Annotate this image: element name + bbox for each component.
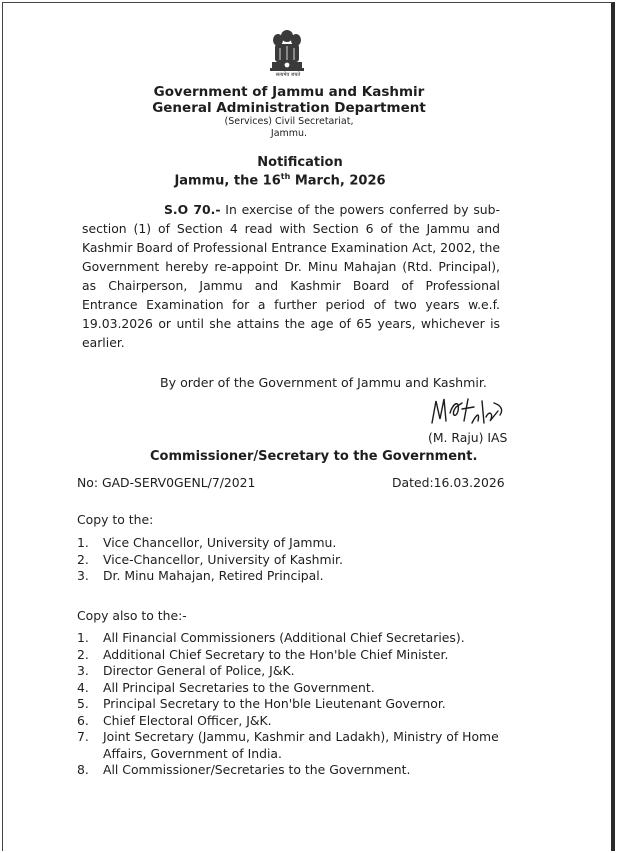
signature: [428, 393, 508, 429]
header-department: General Administration Department: [152, 100, 426, 116]
header-city: Jammu.: [270, 128, 308, 139]
order-line: By order of the Government of Jammu and Kashmir.: [160, 375, 487, 390]
list-item: 6. Chief Electoral Officer, J&K.: [77, 712, 272, 728]
list-item: 1. All Financial Commissioners (Additional Chief Secretaries).: [77, 630, 465, 645]
so-number: S.O 70.-: [164, 202, 221, 217]
list-item: 1. Vice Chancellor, University of Jammu.: [77, 535, 337, 550]
notification-title: Notification: [257, 155, 343, 170]
copy-to-heading: Copy to the:: [77, 512, 154, 527]
signer-name: (M. Raju) IAS: [428, 430, 508, 445]
copy-also-to-heading: Copy also to the:-: [77, 608, 187, 623]
copy-to-list: [77, 535, 497, 585]
list-item: 5. Principal Secretary to the Hon'ble Lieutenant Governor.: [77, 696, 446, 711]
header-secretariat: (Services) Civil Secretariat,: [224, 116, 354, 127]
reference-number: No: GAD-SERV0GENL/7/2021: [77, 475, 256, 490]
notification-body: [82, 200, 500, 352]
list-item: 3. Director General of Police, J&K.: [77, 663, 295, 678]
copy-also-to-list: [77, 630, 507, 779]
list-item: 3. Dr. Minu Mahajan, Retired Principal.: [77, 568, 324, 583]
list-item: 4. All Principal Secretaries to the Government.: [77, 679, 375, 695]
list-item: 8. All Commissioner/Secretaries to the Government.: [77, 762, 411, 777]
list-item: 7. Joint Secretary (Jammu, Kashmir and Ladakh), Ministry of Home Affairs, Government of India.: [77, 729, 499, 761]
list-item: 2. Vice-Chancellor, University of Kashmir.: [77, 551, 343, 567]
signer-designation: Commissioner/Secretary to the Government.: [150, 449, 478, 464]
header-government: Government of Jammu and Kashmir: [153, 84, 425, 100]
list-item: 2. Additional Chief Secretary to the Hon'ble Chief Minister.: [77, 646, 449, 662]
notification-date: Jammu, the 16th March, 2026: [174, 172, 386, 189]
emblem-caption: सत्यमेव जयते: [275, 72, 301, 78]
body-text: In exercise of the powers conferred by sub-section (1) of Section 4 read with Section 6 of the Jammu and Kashmir Board of Professional Entrance Examination Act, 2002, the Government hereby re-appoint Dr. Minu Mahajan (Rtd. Principal), as Chairperson, Jammu and Kashmir Board of Professional Entrance Examination for a further period of two years w.e.f. 19.03.2026 or until she attains the age of 65 years, whichever is earlier.: [82, 202, 500, 350]
reference-date: Dated:16.03.2026: [392, 475, 505, 490]
